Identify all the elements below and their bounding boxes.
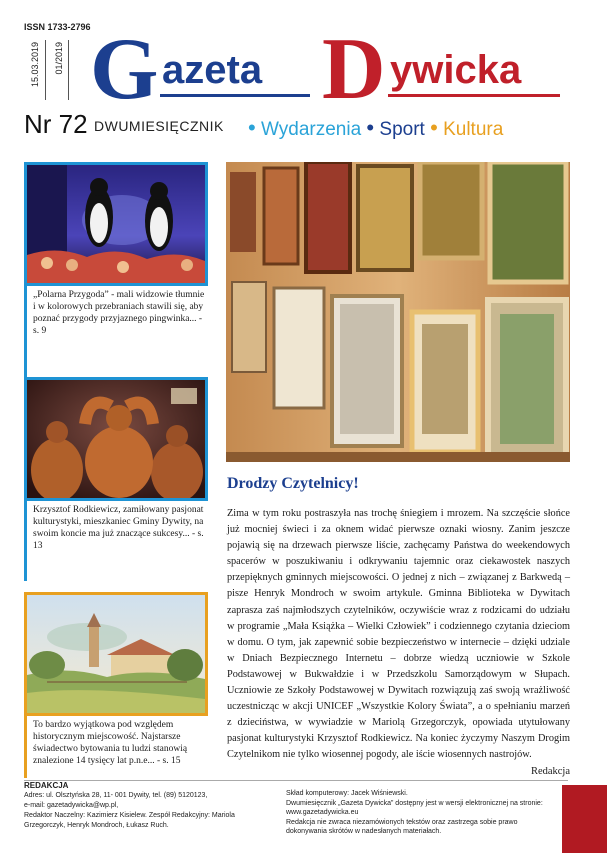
issn-number: ISSN 1733-2796 <box>24 22 91 32</box>
article-heading: Drodzy Czytelnicy! <box>227 475 359 492</box>
photo-stage-penguins <box>24 162 208 286</box>
painting-village-landscape-image <box>27 595 205 713</box>
footer-editors: Redaktor Naczelny: Kazimierz Kisielew. Zespół Redakcyjny: Mariola Grzegorczyk, Henryk Mondroch, Łukasz Ruch. <box>24 812 235 829</box>
category-wydarzenia: Wydarzenia <box>260 119 362 140</box>
bullet-icon: • <box>430 115 438 140</box>
divider <box>68 40 69 100</box>
teaser-caption: „Polarna Przygoda” - mali widzowie tłumnie i w kolorowych przebraniach stawili się, aby poznać przygody przyjaznego pingwinka... - s. 9 <box>24 286 208 381</box>
category-kultura: Kultura <box>443 119 504 140</box>
footer-typesetting: Skład komputerowy: Jacek Wiśniewski. <box>286 790 408 797</box>
logo-underline-red <box>388 94 560 97</box>
logo-initial-g: G <box>90 21 159 118</box>
teaser-polarna-przygoda <box>24 162 208 381</box>
logo-initial-d: D <box>322 21 386 118</box>
logo-word-gazeta: azeta <box>162 48 263 92</box>
photo-bodybuilders-image <box>27 380 205 498</box>
category-strip <box>248 115 503 141</box>
logo-underline-blue <box>160 94 310 97</box>
issue-code: 01/2019 <box>54 42 64 75</box>
footer-address: Adres: ul. Olsztyńska 28, 11- 001 Dywity, tel. (89) 5120123, <box>24 792 208 799</box>
teaser-caption: To bardzo wyjątkowa pod względem historycznym miejscowość. Najstarsze świadectwo bytowania tu ludzi stanowią znalezione 14 tysięcy lat p.n.e... - s. 15 <box>24 716 208 778</box>
bullet-icon: • <box>366 115 375 140</box>
corner-accent <box>562 785 607 853</box>
divider <box>45 40 46 100</box>
photo-art-gallery <box>226 162 570 462</box>
photo-stage-penguins-image <box>27 165 205 283</box>
issue-number: Nr 72 <box>24 109 88 139</box>
painting-village-landscape <box>24 592 208 716</box>
footer-email: e-mail: gazetadywicka@wp.pl, <box>24 802 119 809</box>
masthead-logo <box>90 21 570 118</box>
footer-disclaimer: Redakcja nie zwraca niezamówionych tekstów oraz zastrzega sobie prawo dokonywania skrótów w nadesłanych materiałach. <box>286 818 518 835</box>
photo-art-gallery-image <box>226 162 570 462</box>
logo-word-dywicka: ywicka <box>390 48 522 92</box>
article-body: Zima w tym roku postraszyła nas trochę śniegiem i mrozem. Na szczęście słońce już mocniej świeci i za oknem widać pierwsze oznaki wiosny. Zanim jeszcze pojawią się na drzewach pierwsze liście, zachęcamy Państwa do weekendowych spacerów w poszukiwaniu i odkrywaniu tajemnic oraz ciekawostek naszych przepięknych gminnych miejscowości. O jednej z nich – związanej z Barkwedą – pisze Henryk Mondroch w swoim artykule. Gminna Biblioteka w Dywitach zaprasza zaś najmłodszych czytelników, oczywiście wraz z rodzicami do udziału w programie „Mała Książka – Wielki Człowiek” i codziennego czytania dzieciom w domu. O tym, jak zapewnić sobie bezpieczeństwo w internecie – dzięki udziale w Dniach Bezpiecznego Internetu – dobrze wiedzą uczniowie w Szkole Podstawowej w Bukwałdzie i w Przedszkolu Samorządowym w Słupach. Uczniowie ze Szkoły Podstawowej w Dywitach rozwiązują zaś swoją wrażliwość uczestnicząc w akcji UNICEF „Wszystkie Kolory Świata”, a o spełnianiu marzeń z dzieciństwa, w wywiadzie w Mariolą Grzegorczyk, opowiada utytułowany pasjonat kulturystyki Krzysztof Rodkiewicz. Na koniec życzymy Naszym Drogim Czytelnikom nie tylko wiosennej pogody, ale iście wiosennych nastrojów. <box>227 508 570 761</box>
frequency-label: DWUMIESIĘCZNIK <box>94 118 224 134</box>
teaser-kulturystyka <box>24 377 208 581</box>
teaser-caption: Krzysztof Rodkiewicz, zamiłowany pasjonat kulturystyki, mieszkaniec Gminy Dywity, na swoim koncie ma już znaczące sukcesy... - s. 13 <box>24 501 208 581</box>
photo-bodybuilders <box>24 377 208 501</box>
teaser-historia <box>24 592 208 778</box>
issue-date: 15.03.2019 <box>30 42 40 88</box>
footer-heading: REDAKCJA <box>24 781 69 790</box>
footer-publishing-info <box>286 789 556 837</box>
bullet-icon: • <box>248 115 256 140</box>
article-signoff: Redakcja <box>530 766 570 777</box>
footer-online-edition: Dwumiesięcznik „Gazeta Dywicka” dostępny jest w wersji elektronicznej na stronie: www.gazetadywicka.eu <box>286 799 543 816</box>
category-sport: Sport <box>379 119 425 140</box>
footer-editorial-info <box>24 781 274 831</box>
